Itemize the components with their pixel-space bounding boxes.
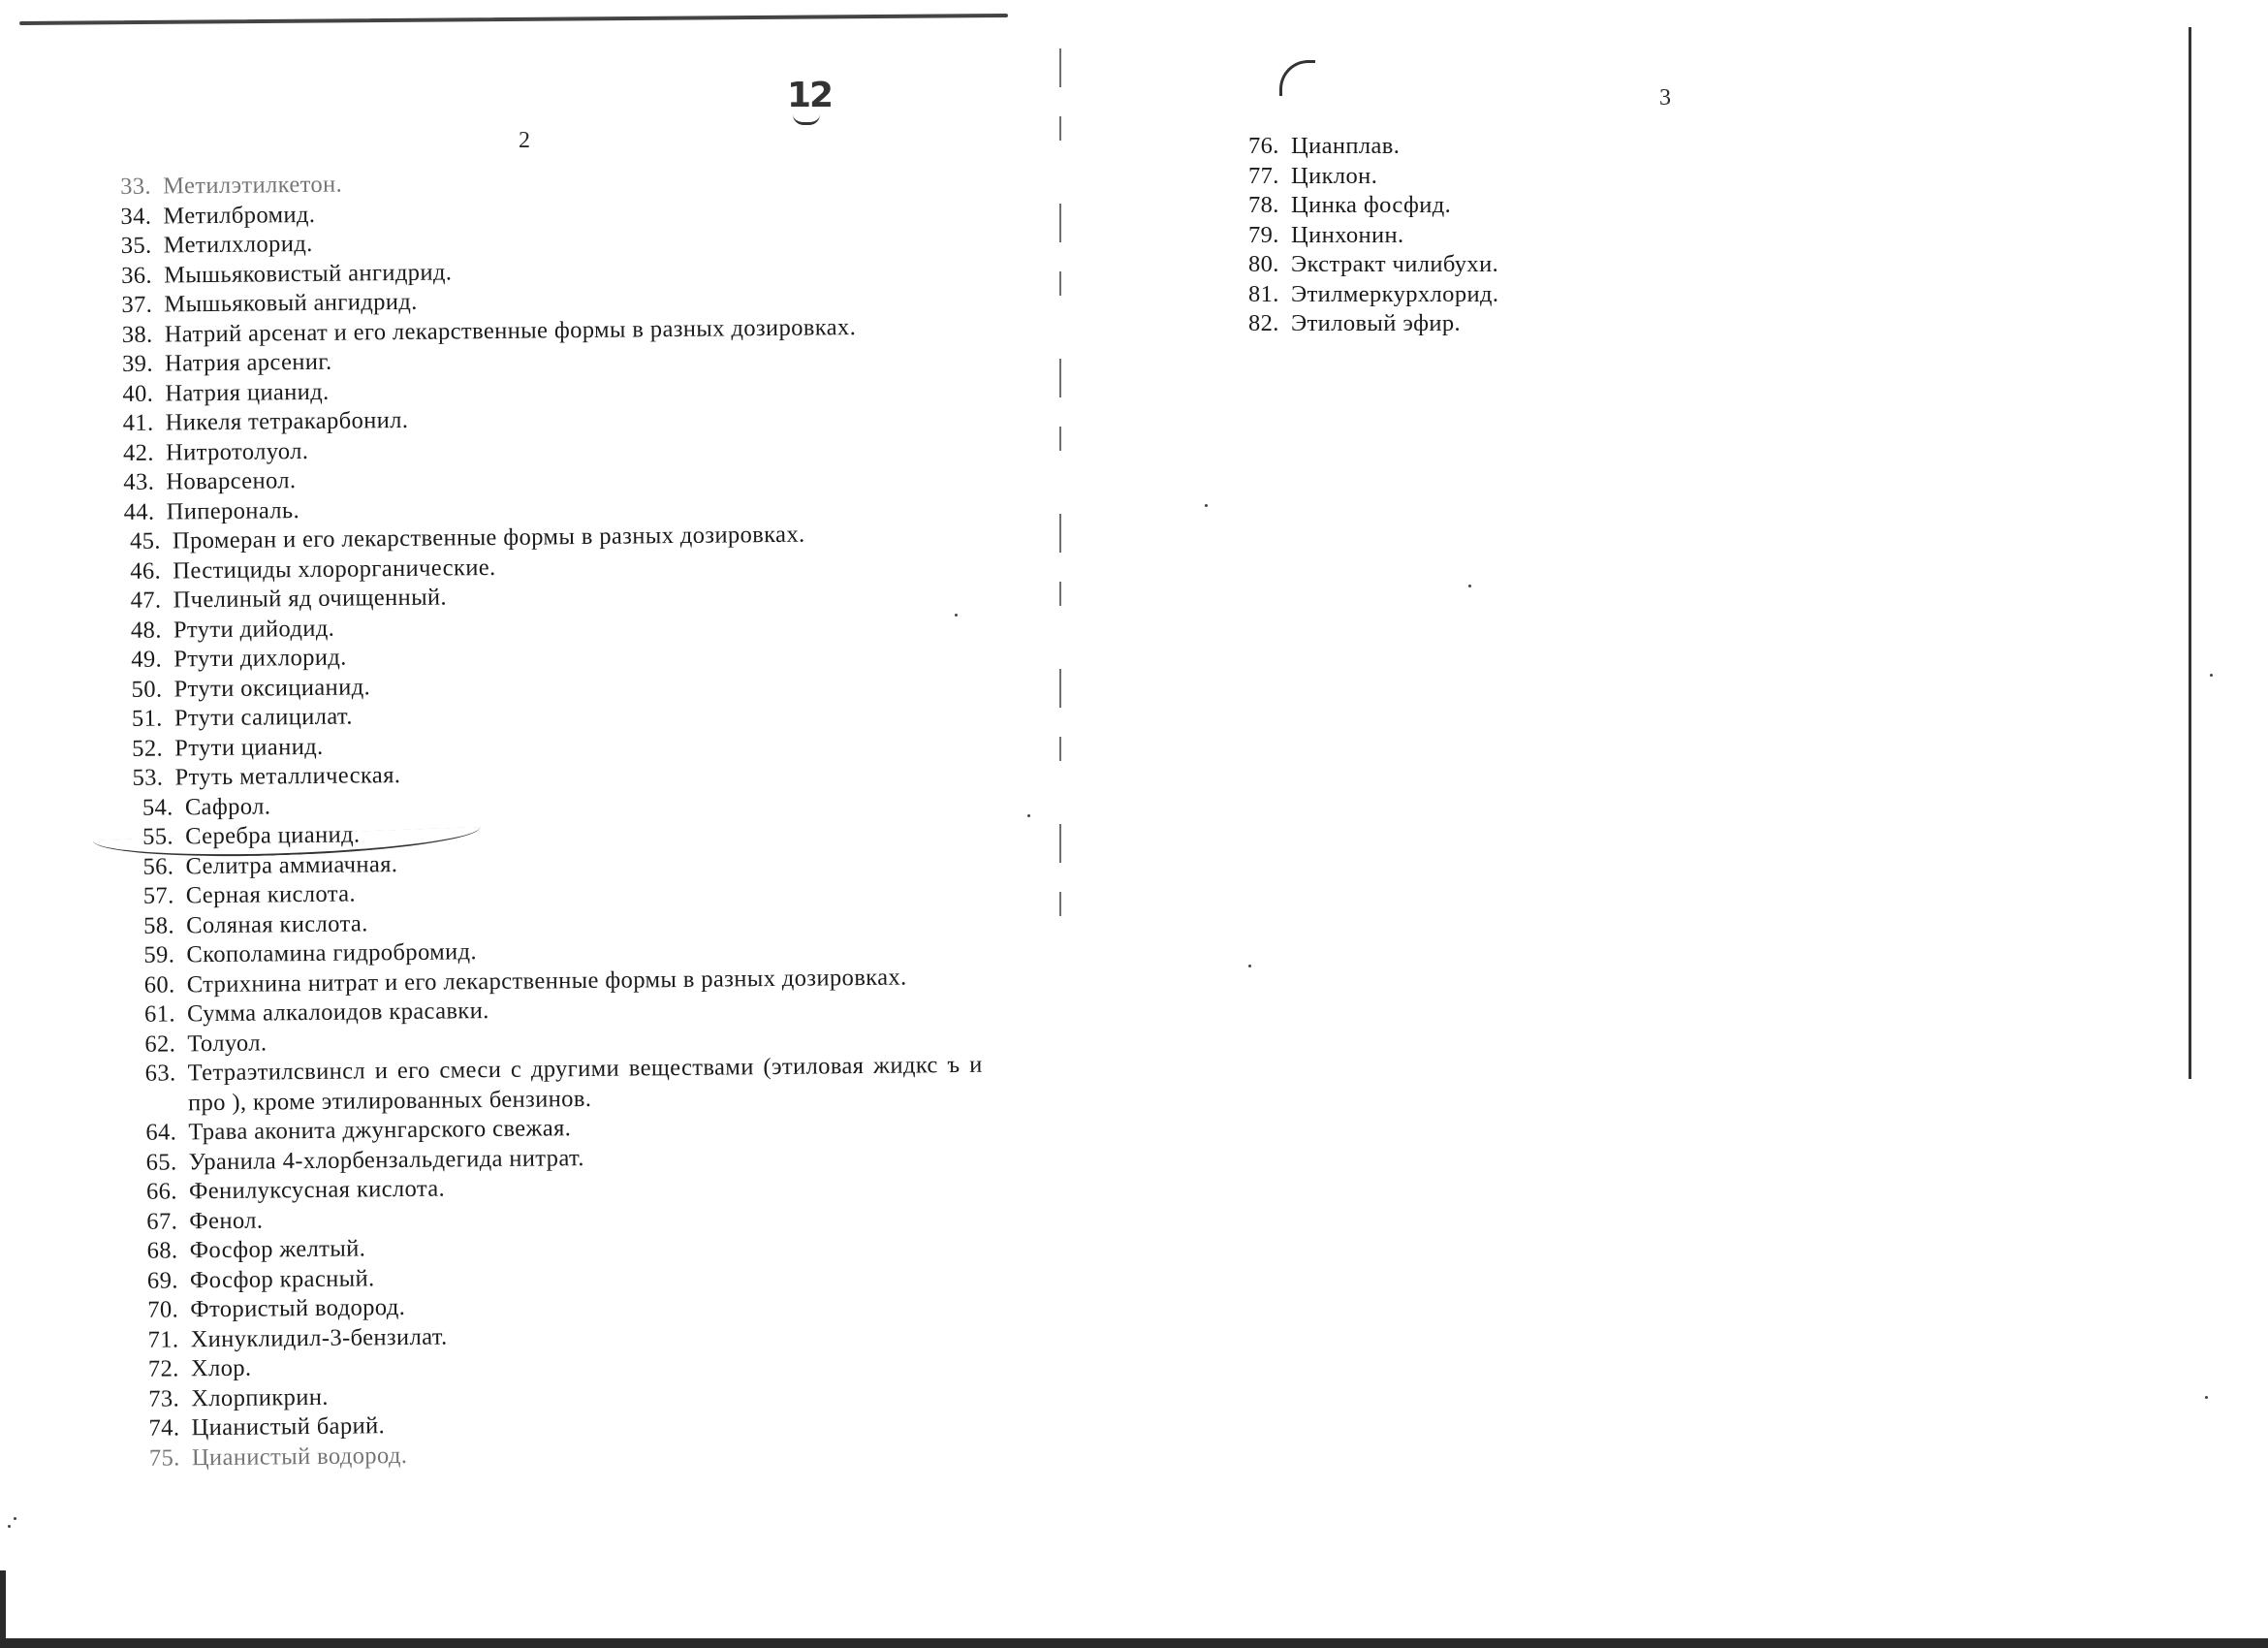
item-text: Новарсенол. <box>166 467 297 495</box>
item-number: 47. <box>130 586 162 614</box>
item-text: Пестициды хлорорганические. <box>173 554 496 584</box>
item-text: Ртуть металлическая. <box>174 762 401 791</box>
item-text: Нитротолуол. <box>165 437 309 466</box>
item-number: 62. <box>144 1030 176 1058</box>
scan-speck <box>1468 585 1471 587</box>
item-text: Мышьяковый ангидрид. <box>164 288 418 318</box>
item-text: Никеля тетракарбонил. <box>165 406 409 436</box>
item-text: Цинхонин. <box>1291 221 1404 248</box>
handwritten-page-number: 12 <box>787 76 833 115</box>
item-text: Цианплав. <box>1291 133 1401 159</box>
item-text: Этилмеркурхлорид. <box>1291 280 1499 307</box>
scan-left-edge <box>0 1570 6 1648</box>
item-text: Цианистый водород. <box>191 1442 408 1471</box>
scan-right-edge <box>2189 27 2191 1079</box>
right-page-list <box>1248 132 1655 339</box>
item-text: Пчелиный яд очищенный. <box>173 584 448 614</box>
item-text: Сумма алкалоидов красавки. <box>186 998 489 1028</box>
scan-bottom-edge <box>0 1638 2268 1648</box>
item-number: 68. <box>146 1237 178 1264</box>
item-number: 57. <box>142 882 174 909</box>
item-text: Мышьяковистый ангидрид. <box>163 258 453 289</box>
item-number: 77. <box>1248 162 1279 189</box>
item-number: 72. <box>147 1355 179 1382</box>
item-number: 35. <box>120 232 152 259</box>
list-item <box>1248 162 1655 192</box>
item-text: Фенилуксусная кислота. <box>188 1175 446 1205</box>
item-number: 80. <box>1248 251 1279 277</box>
item-number: 46. <box>130 557 162 585</box>
item-number: 44. <box>123 498 155 525</box>
item-number: 41. <box>122 409 154 436</box>
item-text: Скополамина гидробромид. <box>186 938 478 968</box>
item-text: Фосфор желтый. <box>189 1235 366 1264</box>
item-text: Фосфор красный. <box>189 1264 375 1293</box>
item-text: Толуол. <box>187 1029 268 1057</box>
scan-speck <box>2205 1396 2208 1399</box>
item-number: 50. <box>131 676 163 703</box>
item-text: Трава аконита джунгарского свежая. <box>188 1115 572 1146</box>
item-number: 34. <box>120 203 152 230</box>
item-text: Хлор. <box>190 1354 252 1382</box>
item-number: 71. <box>147 1325 179 1353</box>
list-item <box>145 1051 984 1119</box>
scan-speck <box>1027 814 1030 817</box>
item-number: 33. <box>120 173 152 200</box>
item-text: Цинка фосфид. <box>1291 192 1452 218</box>
item-number: 36. <box>120 262 153 289</box>
item-number: 60. <box>143 970 175 998</box>
item-number: 63. <box>144 1060 176 1087</box>
item-number: 38. <box>121 321 153 348</box>
item-number: 59. <box>143 941 175 968</box>
item-number: 75. <box>148 1443 180 1472</box>
item-text: Ртути дихлорид. <box>173 644 347 673</box>
scan-speck <box>955 614 958 617</box>
item-number: 73. <box>148 1384 180 1412</box>
item-text: Промеран и его лекарственные формы в разных дозировках. <box>172 521 805 555</box>
item-text: Метилбромид. <box>163 201 316 230</box>
page-number-left: 2 <box>519 128 530 153</box>
item-text: Метилхлорид. <box>163 230 313 259</box>
item-number: 69. <box>146 1266 178 1294</box>
item-text: Циклон. <box>1291 162 1378 189</box>
item-text: Экстракт чилибухи. <box>1291 251 1499 277</box>
item-text: Хлорпикрин. <box>191 1383 329 1411</box>
item-number: 52. <box>132 735 164 762</box>
item-text: Сафрол. <box>184 792 271 820</box>
item-text: Пиперональ. <box>166 496 300 525</box>
item-number: 42. <box>122 439 154 466</box>
item-text: Этиловый эфир. <box>1291 310 1462 336</box>
item-number: 55. <box>142 823 174 850</box>
item-number: 79. <box>1248 221 1279 248</box>
item-number: 37. <box>121 291 153 318</box>
item-number: 51. <box>131 705 163 732</box>
item-number: 74. <box>148 1414 180 1442</box>
item-number: 49. <box>131 646 163 673</box>
scan-speck <box>2210 674 2213 677</box>
pencil-mark <box>1279 60 1315 96</box>
item-text: Ртути дийодид. <box>173 615 335 643</box>
item-number: 45. <box>129 527 161 555</box>
item-number: 54. <box>142 793 173 821</box>
item-text: Соляная кислота. <box>185 909 368 938</box>
item-number: 40. <box>122 380 154 407</box>
item-number: 53. <box>132 764 164 791</box>
item-text: Цианистый барий. <box>191 1412 386 1442</box>
item-number: 76. <box>1248 133 1279 159</box>
item-text: Хинуклидил-3-бензилат. <box>190 1323 448 1352</box>
list-item <box>1248 250 1655 280</box>
item-text: Ртути салицилат. <box>173 703 353 732</box>
item-text: Ртути цианид. <box>174 733 324 761</box>
item-text: Фтористый водород. <box>190 1293 406 1323</box>
scan-speck <box>8 1525 11 1528</box>
scan-speck <box>14 1517 16 1520</box>
item-number: 70. <box>147 1296 179 1323</box>
item-text: Натрия цианид. <box>165 378 330 407</box>
item-number: 81. <box>1248 280 1279 307</box>
item-number: 67. <box>146 1207 178 1235</box>
item-number: 56. <box>142 852 174 880</box>
left-page-list <box>120 164 987 1474</box>
scan-speck <box>1248 965 1251 967</box>
item-text: Тетраэтилсвинсл и его смеси с другими веществами (этиловая жидкс ъ и про ), кроме этилированных бензинов. <box>187 1051 983 1116</box>
item-number: 43. <box>123 468 155 495</box>
item-number: 39. <box>121 350 154 377</box>
scan-speck <box>1205 504 1208 507</box>
item-number: 48. <box>130 617 162 644</box>
item-number: 82. <box>1248 310 1279 336</box>
item-text: Селитра аммиачная. <box>185 850 398 879</box>
item-text: Ртути оксицианид. <box>173 673 371 702</box>
item-text: Стрихнина нитрат и его лекарственные формы в разных дозировках. <box>186 964 907 998</box>
item-text: Фенол. <box>189 1207 264 1234</box>
list-item <box>1248 132 1655 162</box>
item-number: 64. <box>145 1119 177 1146</box>
page-number-right: 3 <box>1659 85 1671 111</box>
list-item <box>1248 191 1655 221</box>
item-number: 58. <box>142 911 175 939</box>
item-text: Метилэтилкетон. <box>163 171 343 200</box>
item-number: 61. <box>143 1000 176 1028</box>
item-text: Серная кислота. <box>185 880 357 909</box>
page-fold-line <box>1059 48 1061 940</box>
item-number: 66. <box>145 1178 177 1205</box>
item-number: 78. <box>1248 192 1279 218</box>
list-item <box>1248 221 1655 251</box>
scan-top-edge <box>19 14 1008 25</box>
item-text: Уранила 4-хлорбензальдегида нитрат. <box>188 1144 584 1175</box>
list-item <box>1248 309 1655 339</box>
item-text: Натрия арсениг. <box>164 348 332 377</box>
item-text: Серебра цианид. <box>185 821 361 850</box>
item-text: Натрий арсенат и его лекарственные формы в разных дозировках. <box>164 313 857 348</box>
list-item <box>1248 280 1655 310</box>
item-number: 65. <box>145 1148 177 1176</box>
